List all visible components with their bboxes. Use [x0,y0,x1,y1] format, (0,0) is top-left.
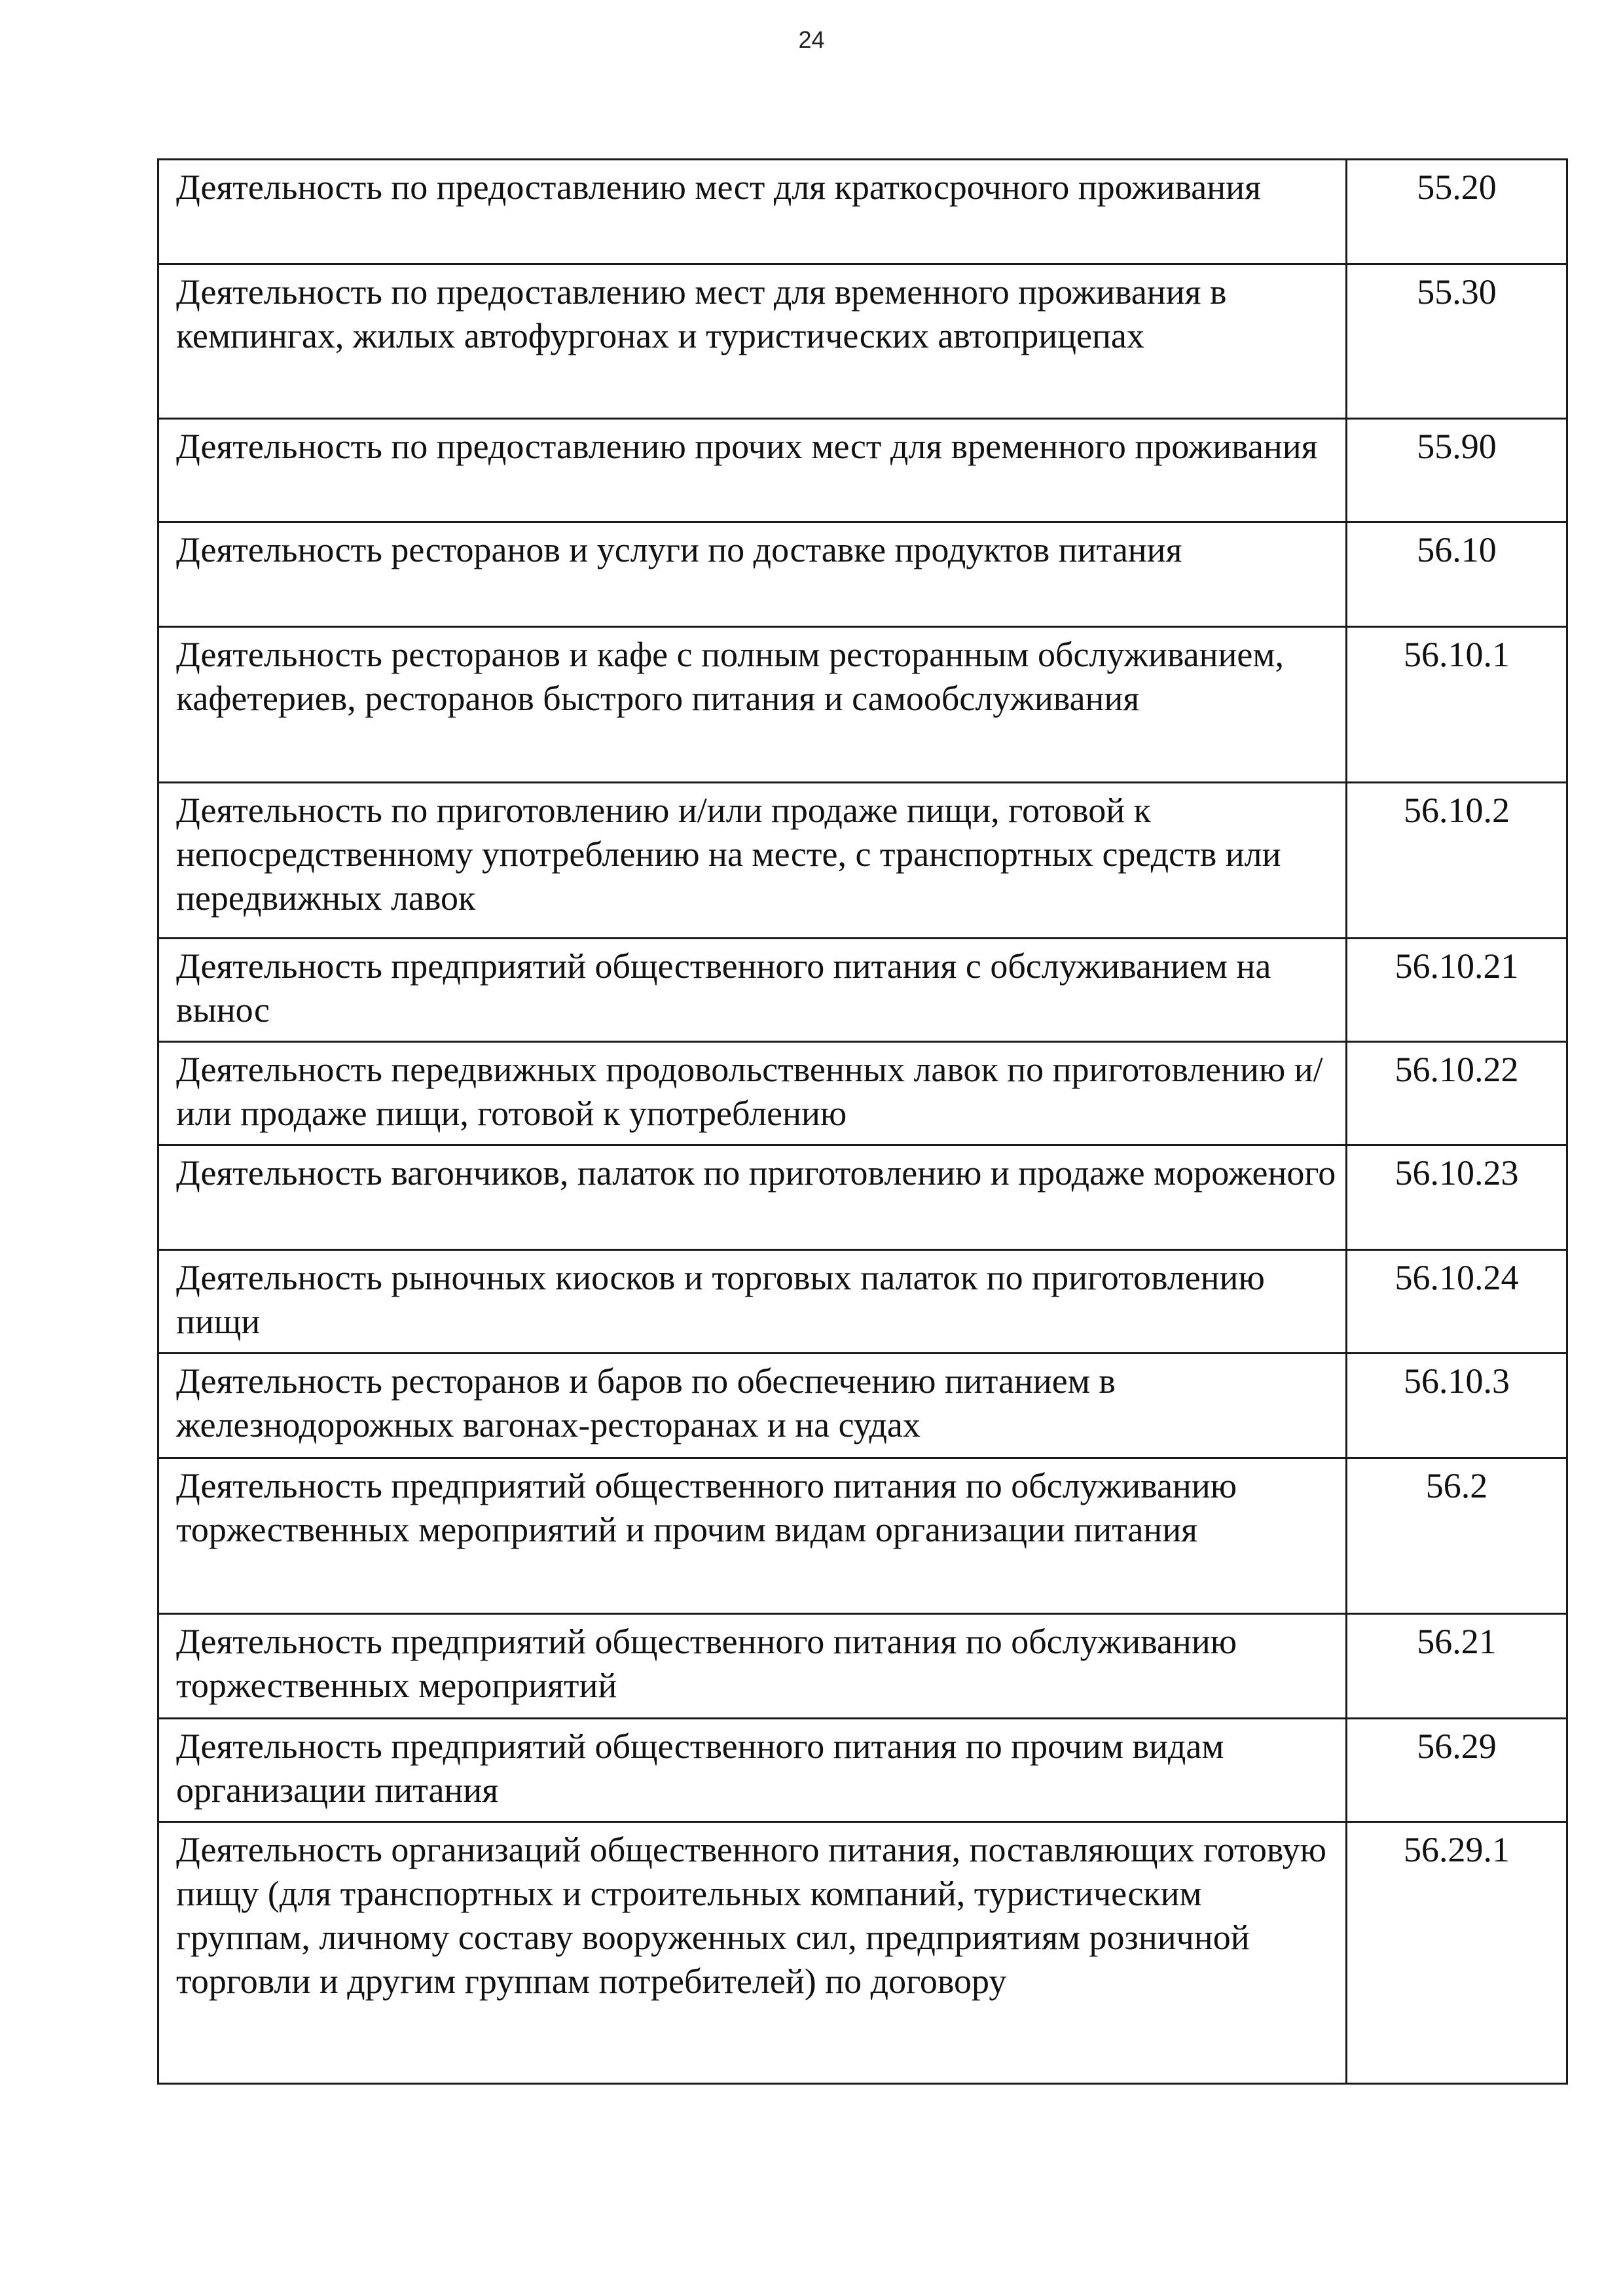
activity-description: Деятельность предприятий общественного питания с обслуживанием на вынос [158,939,1347,1042]
activity-code: 56.10.22 [1347,1042,1567,1145]
activity-code: 55.30 [1347,264,1567,419]
activity-description: Деятельность ресторанов и баров по обеспечению питанием в железнодорожных вагонах-ресторанах и на судах [158,1354,1347,1458]
activity-description: Деятельность ресторанов и услуги по доставке продуктов питания [158,522,1347,627]
activity-code: 56.10.3 [1347,1354,1567,1458]
table-row [158,522,1567,627]
activity-description: Деятельность по предоставлению мест для краткосрочного проживания [158,160,1347,264]
activity-code: 56.10 [1347,522,1567,627]
activity-code: 56.10.21 [1347,939,1567,1042]
activity-description: Деятельность по предоставлению мест для временного проживания в кемпингах, жилых автофургонах и туристических автоприцепах [158,264,1347,419]
table-row [158,419,1567,522]
table-row [158,264,1567,419]
activity-description: Деятельность по приготовлению и/или продаже пищи, готовой к непосредственному употреблению на месте, с транспортных средств или передвижных лавок [158,783,1347,939]
page-number: 24 [798,26,825,53]
table-row [158,1719,1567,1822]
activity-code: 56.10.23 [1347,1145,1567,1250]
activity-description: Деятельность передвижных продовольственных лавок по приготовлению и/или продаже пищи, готовой к употреблению [158,1042,1347,1145]
activity-description: Деятельность предприятий общественного питания по обслуживанию торжественных мероприятий и прочим видам организации питания [158,1458,1347,1614]
table-row [158,939,1567,1042]
table-row [158,1145,1567,1250]
activity-description: Деятельность вагончиков, палаток по приготовлению и продаже мороженого [158,1145,1347,1250]
table-row [158,1614,1567,1719]
activity-codes-table [157,158,1568,2085]
activity-code: 56.21 [1347,1614,1567,1719]
table-row [158,1250,1567,1354]
activity-description: Деятельность организаций общественного питания, поставляющих готовую пищу (для транспортных и строительных компаний, туристическим группам, личному составу вооруженных сил, предприятиям розничной торговли и другим группам потребителей) по договору [158,1822,1347,2084]
activity-code: 56.29.1 [1347,1822,1567,2084]
table-row [158,160,1567,264]
table-row [158,783,1567,939]
activity-description: Деятельность ресторанов и кафе с полным ресторанным обслуживанием, кафетериев, ресторанов быстрого питания и самообслуживания [158,627,1347,783]
activity-code: 55.20 [1347,160,1567,264]
table-row [158,1042,1567,1145]
activity-code: 56.10.24 [1347,1250,1567,1354]
table-row [158,1354,1567,1458]
activity-description: Деятельность предприятий общественного питания по прочим видам организации питания [158,1719,1347,1822]
activity-description: Деятельность по предоставлению прочих мест для временного проживания [158,419,1347,522]
table-row [158,1822,1567,2084]
activity-code: 56.2 [1347,1458,1567,1614]
activity-code: 56.29 [1347,1719,1567,1822]
activity-code: 56.10.1 [1347,627,1567,783]
activity-code: 55.90 [1347,419,1567,522]
table-row [158,1458,1567,1614]
table-row [158,627,1567,783]
activity-description: Деятельность предприятий общественного питания по обслуживанию торжественных мероприятий [158,1614,1347,1719]
activity-description: Деятельность рыночных киосков и торговых палаток по приготовлению пищи [158,1250,1347,1354]
activity-code: 56.10.2 [1347,783,1567,939]
